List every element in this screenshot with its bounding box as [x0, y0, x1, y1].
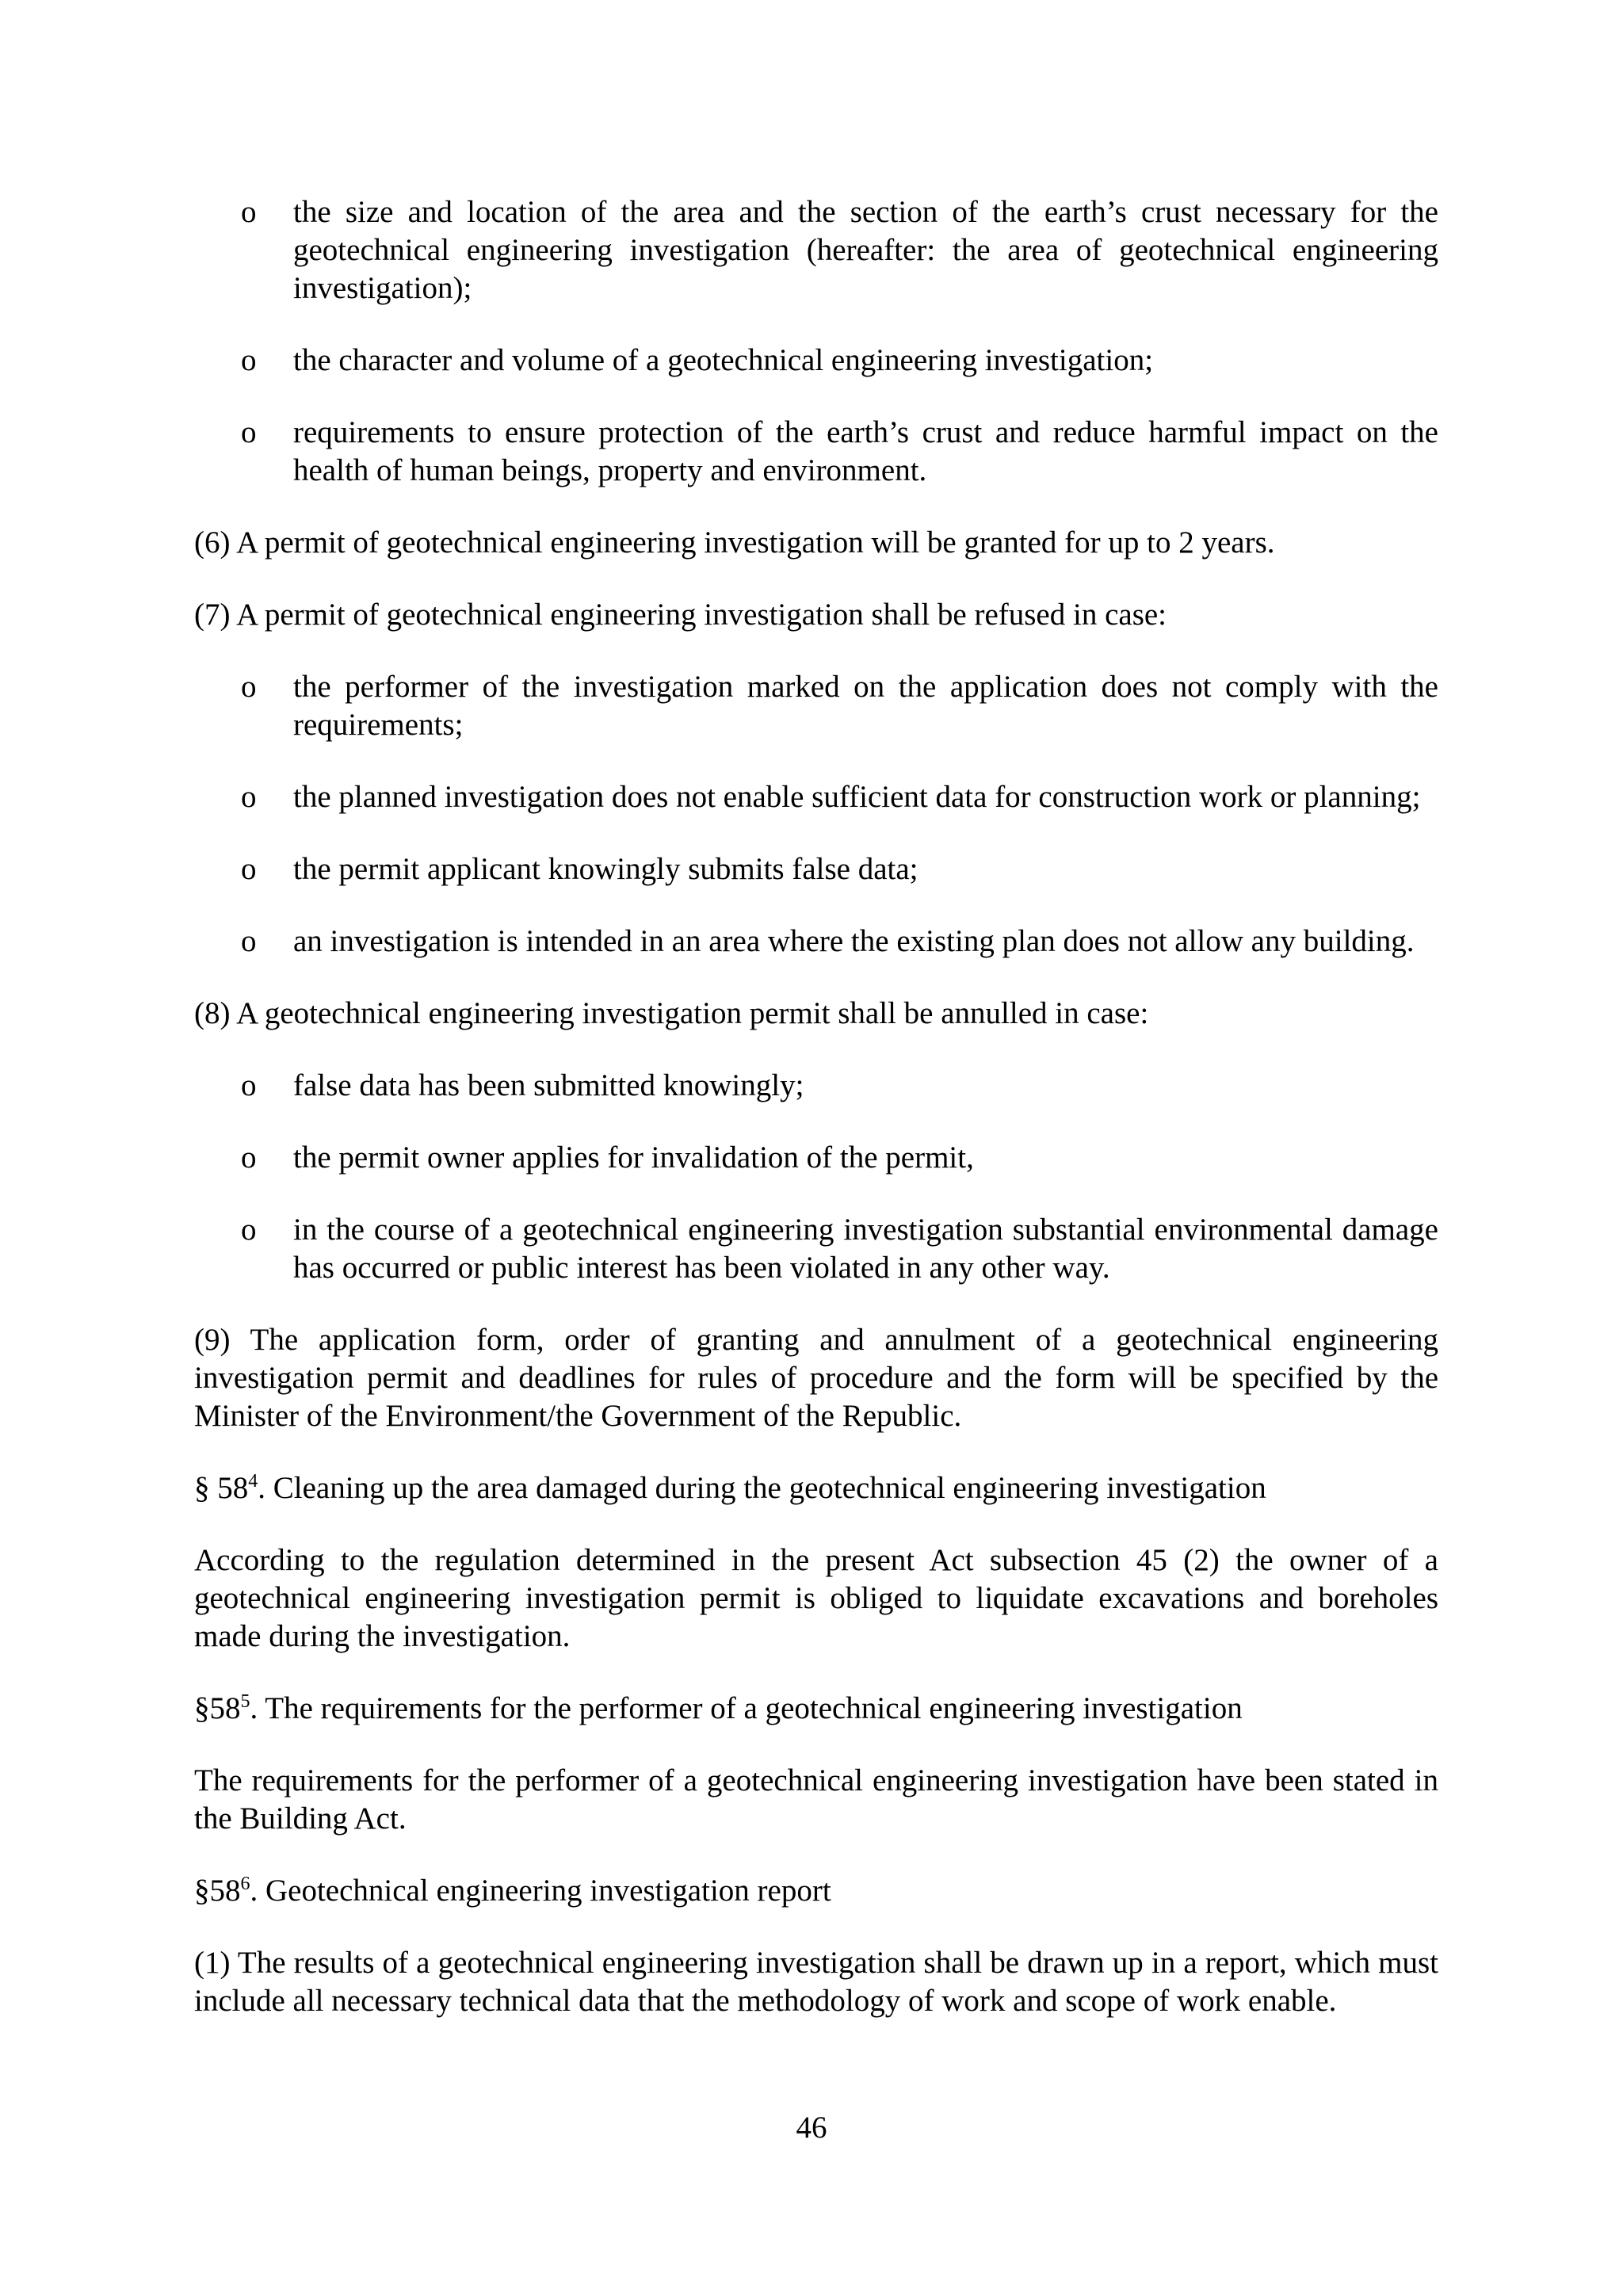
- paragraph: (6) A permit of geotechnical engineering investigation will be granted for up to 2 years.: [194, 525, 1275, 560]
- paragraph: (9) The application form, order of granting and annulment of a geotechnical engineering investigation permit and deadlines for rules of procedure and the form will be specified by the Minister of the Environment/the Government of the Republic.: [194, 1323, 1438, 1433]
- bullet-marker: o: [241, 670, 257, 704]
- section-number: §58: [194, 1691, 241, 1725]
- section-title: . Geotechnical engineering investigation report: [250, 1874, 831, 1908]
- bullet-text: in the course of a geotechnical engineering investigation substantial environmental damage has occurred or public interest has been violated in any other way.: [293, 1213, 1438, 1285]
- document-page: [194, 193, 1438, 2054]
- bullet-item: [194, 414, 1438, 490]
- page-number: 46: [796, 2111, 827, 2145]
- bullet-item: [194, 1067, 1438, 1105]
- bullet-marker: o: [241, 415, 257, 449]
- bullet-marker: o: [241, 852, 257, 886]
- bullet-item: [194, 923, 1438, 961]
- section-title: . The requirements for the performer of a geotechnical engineering investigation: [250, 1691, 1243, 1725]
- bullet-item: [194, 342, 1438, 380]
- bullet-marker: o: [241, 1068, 257, 1102]
- section-superscript: 6: [240, 1874, 250, 1894]
- bullet-item: [194, 668, 1438, 744]
- bullet-text: an investigation is intended in an area where the existing plan does not allow any building.: [293, 924, 1415, 958]
- paragraph: (8) A geotechnical engineering investigation permit shall be annulled in case:: [194, 996, 1149, 1030]
- bullet-marker: o: [241, 1213, 257, 1247]
- bullet-text: the permit applicant knowingly submits false data;: [293, 852, 918, 886]
- bullet-text: the performer of the investigation marked on the application does not comply with the requirements;: [293, 670, 1438, 742]
- section-title: . Cleaning up the area damaged during the geotechnical engineering investigation: [258, 1471, 1266, 1505]
- bullet-marker: o: [241, 780, 257, 814]
- section-number: § 58: [194, 1471, 249, 1505]
- bullet-text: the size and location of the area and the section of the earth’s crust necessary for the geotechnical engineering investigation (hereafter: the area of geotechnical engineering investigation);: [293, 195, 1438, 305]
- paragraph: According to the regulation determined in the present Act subsection 45 (2) the owner of a geotechnical engineering investigation permit is obliged to liquidate excavations and boreholes made during the investigation.: [194, 1543, 1438, 1653]
- bullet-marker: o: [241, 195, 257, 229]
- section-number: §58: [194, 1874, 241, 1908]
- bullet-item: [194, 1139, 1438, 1177]
- bullet-item: [194, 1211, 1438, 1287]
- bullet-marker: o: [241, 1140, 257, 1175]
- bullet-marker: o: [241, 924, 257, 958]
- paragraph: The requirements for the performer of a geotechnical engineering investigation have been stated in the Building Act.: [194, 1763, 1438, 1836]
- bullet-item: [194, 778, 1438, 816]
- bullet-text: the permit owner applies for invalidation of the permit,: [293, 1140, 974, 1175]
- bullet-text: the planned investigation does not enable sufficient data for construction work or planning;: [293, 780, 1421, 814]
- bullet-item: [194, 850, 1438, 888]
- paragraph: (7) A permit of geotechnical engineering investigation shall be refused in case:: [194, 598, 1167, 632]
- section-heading: [194, 1690, 1438, 1728]
- bullet-marker: o: [241, 343, 257, 377]
- paragraph: (1) The results of a geotechnical engineering investigation shall be drawn up in a report, which must include all necessary technical data that the methodology of work and scope of work enable.: [194, 1946, 1438, 2018]
- section-superscript: 5: [240, 1691, 250, 1712]
- bullet-text: the character and volume of a geotechnical engineering investigation;: [293, 343, 1154, 377]
- bullet-item: [194, 193, 1438, 308]
- section-heading: [194, 1872, 1438, 1910]
- bullet-text: requirements to ensure protection of the earth’s crust and reduce harmful impact on the health of human beings, property and environment.: [293, 415, 1438, 487]
- section-superscript: 4: [248, 1471, 258, 1492]
- section-heading: [194, 1469, 1438, 1507]
- bullet-text: false data has been submitted knowingly;: [293, 1068, 804, 1102]
